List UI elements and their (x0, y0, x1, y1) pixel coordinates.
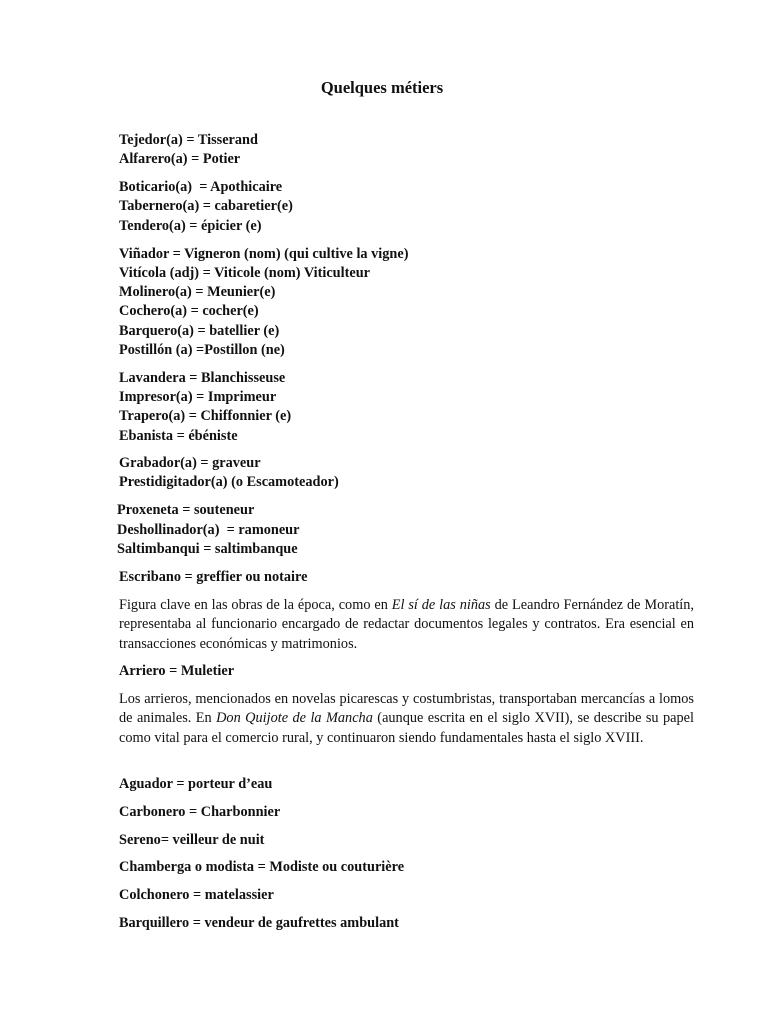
entry: Molinero(a) = Meunier(e) (119, 284, 276, 300)
entry: Ebanista = ébéniste (119, 428, 238, 444)
paragraph-text: Figura clave en las obras de la época, como en (119, 597, 392, 613)
entry: Boticario(a) = Apothicaire (119, 179, 283, 195)
entry: Grabador(a) = graveur (119, 455, 261, 471)
entry: Tejedor(a) = Tisserand (119, 132, 258, 148)
entry: Lavandera = Blanchisseuse (119, 370, 286, 386)
entry: Deshollinador(a) = ramoneur (117, 522, 300, 538)
entry: Colchonero = matelassier (119, 887, 274, 903)
work-title: El sí de las niñas (391, 597, 491, 613)
paragraph-text: de Leandro Fernández de Moratín, representaba al funcionario encargado de redactar documentos legales y contratos. Era esencial en transacciones económicas y matrimonios. (119, 597, 694, 652)
page-title: Quelques métiers (320, 78, 444, 97)
entry: Aguador = porteur d’eau (119, 776, 273, 792)
entry: Alfarero(a) = Potier (119, 151, 241, 167)
entry: Proxeneta = souteneur (117, 502, 255, 518)
entry: Tendero(a) = épicier (e) (119, 218, 262, 234)
entry: Barquero(a) = batellier (e) (119, 323, 280, 339)
entry: Escribano = greffier ou notaire (119, 569, 308, 585)
entry: Viñador = Vigneron (nom) (qui cultive la vigne) (119, 246, 409, 262)
entry: Postillón (a) =Postillon (ne) (119, 342, 285, 358)
entry: Barquillero = vendeur de gaufrettes ambulant (119, 915, 399, 931)
paragraph-escribano (119, 596, 694, 654)
entry: Arriero = Muletier (119, 663, 235, 679)
entry: Cochero(a) = cocher(e) (119, 303, 259, 319)
entry: Tabernero(a) = cabaretier(e) (119, 198, 293, 214)
entry: Vitícola (adj) = Viticole (nom) Viticulteur (119, 265, 371, 281)
paragraph-arriero (119, 690, 694, 748)
work-title: Don Quijote de la Mancha (216, 710, 373, 727)
entry: Sereno= veilleur de nuit (119, 832, 265, 848)
entry: Trapero(a) = Chiffonnier (e) (119, 408, 292, 424)
paragraph-text: Los arrieros, mencionados en novelas picarescas y costumbristas, transportaban mercancías a lomos de animales. En (119, 691, 694, 727)
entry: Impresor(a) = Imprimeur (119, 389, 277, 405)
entry: Carbonero = Charbonnier (119, 804, 281, 820)
entry: Saltimbanqui = saltimbanque (117, 541, 298, 557)
entry: Prestidigitador(a) (o Escamoteador) (119, 474, 339, 490)
paragraph-text: (aunque escrita en el siglo XVII), se describe su papel como vital para el comercio rural, y continuaron siendo fundamentales hasta el siglo XVIII. (119, 710, 694, 746)
entry: Chamberga o modista = Modiste ou couturière (119, 859, 405, 875)
